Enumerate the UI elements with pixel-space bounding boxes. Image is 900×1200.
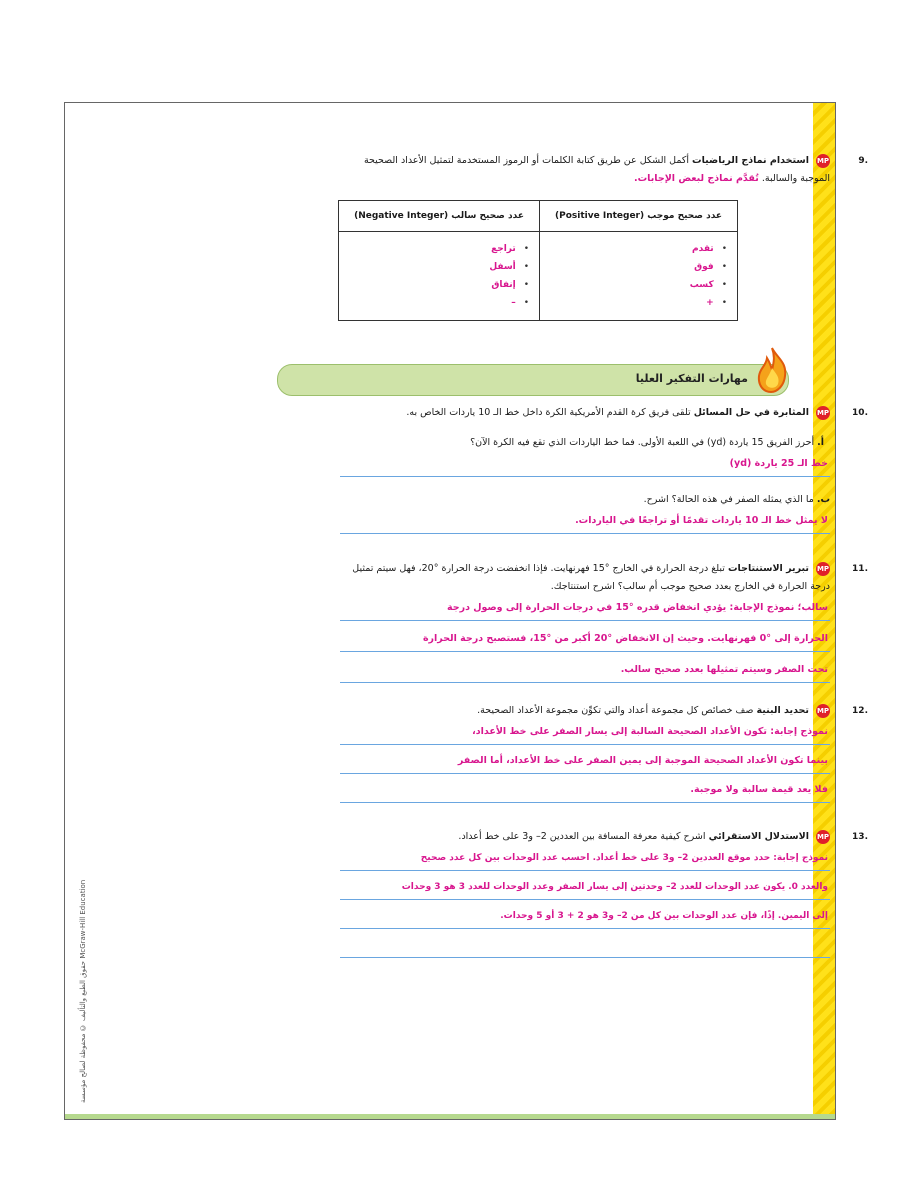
question-body: اشرح كيفية معرفة المسافة بين العددين 2– و3 على خط أعداد. <box>458 831 706 842</box>
answer-line[interactable]: سالب؛ نموذج الإجابة: يؤدي انخفاض قدره °15 في درجات الحرارة إلى وصول درجة <box>340 596 830 621</box>
question-text <box>340 404 830 422</box>
answers-note: تُقدَّم نماذج لبعض الإجابات. <box>634 173 759 184</box>
question-title: تحديد البنية <box>756 705 809 716</box>
question-number: 11. <box>852 564 868 574</box>
list-item: •إنفاق <box>491 280 530 290</box>
answer-line[interactable]: نموذج إجابة: تكون الأعداد الصحيحة السالبة إلى يسار الصفر على خط الأعداد، <box>340 720 830 745</box>
answer-line[interactable]: نموذج إجابة: حدد موقع العددين 2– و3 على خط أعداد. احسب عدد الوحدات بين كل عدد صحيح <box>340 846 830 871</box>
question-title: المثابرة في حل المسائل <box>693 407 809 418</box>
flame-icon <box>755 346 789 394</box>
question-body: أكمل الشكل عن طريق كتابة الكلمات أو الرموز المستخدمة لتمثيل الأعداد الصحيحة الموجبة والسالبة. <box>363 155 830 184</box>
positive-cell <box>540 232 738 321</box>
list-item: •كسب <box>689 280 727 290</box>
question-number: 12. <box>852 706 868 716</box>
math-practice-icon: MP <box>816 562 830 576</box>
section-banner <box>277 364 789 396</box>
question-body: صف خصائص كل مجموعة أعداد والتي تكوِّن مجموعة الأعداد الصحيحة. <box>477 705 754 716</box>
math-practice-icon: MP <box>816 830 830 844</box>
negative-cell <box>339 232 540 321</box>
answer-line[interactable]: فلا يعد قيمة سالبة ولا موجبة. <box>340 778 830 803</box>
answer-line[interactable]: والعدد 0. يكون عدد الوحدات للعدد 2– وحدتين إلى يسار الصفر وعدد الوحدات للعدد 3 هو 3 وحدات <box>340 875 830 900</box>
question-title: استخدام نماذج الرياضيات <box>692 155 809 166</box>
question-13 <box>340 828 868 958</box>
answer-field[interactable]: خط الـ 25 ياردة (yd) <box>340 452 830 477</box>
part-a <box>340 434 830 452</box>
section-title: مهارات التفكير العليا <box>635 372 748 385</box>
bottom-border <box>65 1114 835 1119</box>
math-practice-icon: MP <box>816 154 830 168</box>
part-label: أ. <box>817 437 824 448</box>
question-12 <box>340 702 868 803</box>
positive-header: عدد صحيح موجب (Positive Integer) <box>540 201 738 232</box>
question-body: تبلغ درجة الحرارة في الخارج °15 فهرنهايت. فإذا انخفضت درجة الحرارة °20، فهل سيتم تمثيل درجة الحرارة في الخارج بعدد صحيح موجب أم سالب؟ اشرح استنتاجك. <box>352 563 830 592</box>
answer-line[interactable] <box>340 933 830 958</box>
question-text <box>340 152 830 188</box>
list-item: •فوق <box>694 262 727 272</box>
copyright-note: حقوق الطبع والتأليف © محفوظة لصالح مؤسسة McGraw-Hill Education <box>79 879 87 1103</box>
part-b <box>340 491 830 509</box>
question-number: 10. <box>852 408 868 418</box>
question-10 <box>340 404 868 534</box>
question-title: تبرير الاستنتاجات <box>727 563 809 574</box>
negative-header: عدد صحيح سالب (Negative Integer) <box>339 201 540 232</box>
question-11 <box>340 560 868 683</box>
list-item: •تراجع <box>491 244 530 254</box>
question-number: 9. <box>858 156 868 166</box>
integer-table <box>338 200 738 321</box>
list-item: •– <box>511 298 530 308</box>
question-9 <box>340 152 868 188</box>
question-text <box>340 828 830 846</box>
list-item: •تقدم <box>692 244 727 254</box>
answer-line[interactable]: الحرارة إلى °0 فهرنهايت. وحيث إن الانخفاض °20 أكبر من °15، فستصبح درجة الحرارة <box>340 627 830 652</box>
question-text <box>340 702 830 720</box>
question-title: الاستدلال الاستقرائي <box>708 831 809 842</box>
question-body: تلقى فريق كرة القدم الأمريكية الكرة داخل خط الـ 10 ياردات الخاص به. <box>406 407 691 418</box>
answer-line[interactable]: تحت الصفر وسيتم تمثيلها بعدد صحيح سالب. <box>340 658 830 683</box>
list-item: •+ <box>706 298 727 308</box>
math-practice-icon: MP <box>816 406 830 420</box>
part-text: أحرز الفريق 15 ياردة (yd) في اللعبة الأولى. فما خط الياردات الذي تقع فيه الكرة الآن؟ <box>470 437 815 448</box>
list-item: •أسفل <box>489 262 530 272</box>
answer-field[interactable]: لا يمثل خط الـ 10 ياردات تقدمًا أو تراجعًا في الياردات. <box>340 509 830 534</box>
part-label: ب. <box>816 494 830 505</box>
answer-line[interactable]: بينما تكون الأعداد الصحيحة الموجبة إلى يمين الصفر على خط الأعداد، أما الصفر <box>340 749 830 774</box>
answer-line[interactable]: إلى اليمين. إذًا، فإن عدد الوحدات بين كل من 2– و3 هو 2 + 3 أو 5 وحدات. <box>340 904 830 929</box>
part-text: ما الذي يمثله الصفر في هذه الحالة؟ اشرح. <box>643 494 814 505</box>
question-number: 13. <box>852 832 868 842</box>
math-practice-icon: MP <box>816 704 830 718</box>
question-text <box>340 560 830 596</box>
